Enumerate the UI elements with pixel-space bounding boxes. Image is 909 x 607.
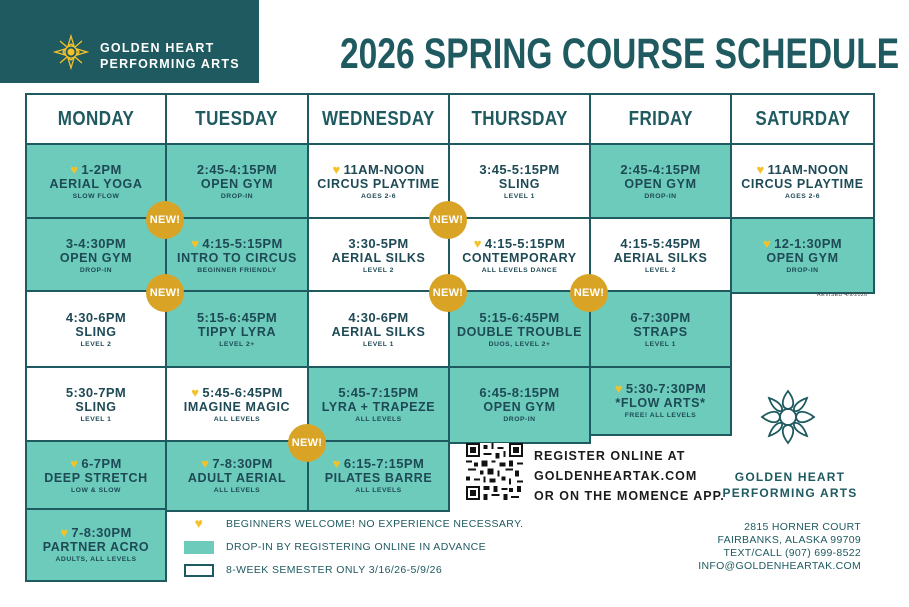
class-time-text: 7-8:30PM bbox=[71, 525, 132, 540]
class-name: SLING bbox=[75, 400, 117, 414]
class-name: CIRCUS PLAYTIME bbox=[741, 177, 864, 191]
class-note: LEVEL 2 bbox=[645, 266, 676, 274]
golden-heart-mandala-icon bbox=[53, 34, 89, 70]
class-note: ADULTS, ALL LEVELS bbox=[55, 556, 137, 563]
class-cell-saturday[interactable] bbox=[730, 217, 875, 294]
class-name: OPEN GYM bbox=[766, 250, 839, 265]
legend-white-swatch bbox=[184, 564, 214, 577]
brand-name bbox=[100, 40, 240, 72]
class-name: ADULT AERIAL bbox=[187, 471, 287, 485]
class-time-text: 5:15-6:45PM bbox=[479, 310, 560, 325]
revised-date: REVISED 4/9/2026 bbox=[817, 292, 868, 298]
class-time bbox=[615, 381, 706, 396]
class-time bbox=[70, 456, 121, 471]
class-note: BEGINNER FRIENDLY bbox=[197, 266, 277, 274]
class-name: DOUBLE TROUBLE bbox=[456, 325, 583, 339]
class-time-text: 4:30-6PM bbox=[348, 310, 409, 325]
address-line2: FAIRBANKS, ALASKA 99709 bbox=[717, 534, 861, 546]
class-note: DUOS, LEVEL 2+ bbox=[488, 341, 551, 348]
class-cell-saturday[interactable] bbox=[730, 143, 875, 221]
class-time bbox=[763, 236, 842, 251]
heart-icon: ♥ bbox=[332, 456, 341, 471]
heart-icon: ♥ bbox=[194, 515, 204, 531]
page-title: 2026 SPRING COURSE SCHEDULE bbox=[340, 30, 900, 78]
class-cell-friday[interactable] bbox=[589, 366, 732, 436]
class-cell-tuesday[interactable] bbox=[165, 440, 309, 512]
class-time bbox=[201, 456, 272, 471]
class-time bbox=[197, 310, 277, 325]
new-badge: NEW! bbox=[429, 201, 467, 239]
class-time-text: 5:15-6:45PM bbox=[196, 310, 278, 325]
heart-icon: ♥ bbox=[191, 235, 200, 251]
heart-icon: ♥ bbox=[70, 162, 79, 177]
new-badge: NEW! bbox=[146, 274, 184, 312]
day-label: MONDAY bbox=[57, 107, 135, 130]
class-name: CIRCUS PLAYTIME bbox=[317, 177, 440, 191]
class-cell-wednesday[interactable] bbox=[307, 366, 450, 444]
class-time-text: 5:30-7PM bbox=[65, 385, 127, 400]
class-note: LEVEL 1 bbox=[363, 341, 394, 348]
class-time bbox=[620, 236, 700, 251]
class-cell-thursday[interactable] bbox=[448, 143, 591, 221]
class-name: STRAPS bbox=[633, 325, 688, 339]
day-label: SATURDAY bbox=[754, 107, 851, 130]
class-time-text: 7-8:30PM bbox=[212, 456, 273, 471]
heart-icon: ♥ bbox=[201, 456, 210, 471]
class-time-text: 4:15-5:15PM bbox=[484, 235, 566, 251]
class-cell-wednesday[interactable] bbox=[307, 290, 450, 370]
class-time bbox=[66, 385, 126, 400]
class-cell-friday[interactable] bbox=[589, 217, 732, 294]
heart-icon: ♥ bbox=[614, 381, 623, 396]
class-note: LOW & SLOW bbox=[71, 487, 121, 494]
class-cell-thursday[interactable] bbox=[448, 366, 591, 444]
day-label: THURSDAY bbox=[471, 107, 568, 130]
class-time-text: 3-4:30PM bbox=[65, 235, 127, 251]
class-time bbox=[630, 310, 690, 325]
class-cell-thursday[interactable] bbox=[448, 290, 591, 370]
class-time-text: 12-1:30PM bbox=[774, 235, 843, 251]
new-badge: NEW! bbox=[146, 201, 184, 239]
day-label: TUESDAY bbox=[195, 107, 279, 130]
class-name: DEEP STRETCH bbox=[44, 471, 148, 485]
footer-name-line1: GOLDEN HEART bbox=[734, 470, 846, 484]
class-cell-friday[interactable] bbox=[589, 290, 732, 370]
brand-name-line1: GOLDEN HEART bbox=[100, 41, 215, 55]
heart-icon: ♥ bbox=[70, 456, 79, 471]
class-time bbox=[191, 385, 282, 400]
class-time-text: 4:15-5:15PM bbox=[202, 235, 283, 251]
heart-icon: ♥ bbox=[756, 162, 765, 177]
class-name: OPEN GYM bbox=[59, 250, 133, 265]
new-badge: NEW! bbox=[429, 274, 467, 312]
footer-name-line2: PERFORMING ARTS bbox=[722, 486, 858, 500]
class-name: AERIAL SILKS bbox=[331, 250, 426, 265]
class-time-text: 6:45-8:15PM bbox=[479, 385, 560, 400]
class-note: ALL LEVELS bbox=[213, 487, 261, 494]
class-time bbox=[479, 310, 559, 325]
day-header-saturday bbox=[730, 93, 875, 145]
heart-icon: ♥ bbox=[473, 235, 482, 251]
email[interactable]: INFO@GOLDENHEARTAK.COM bbox=[698, 560, 861, 572]
class-time bbox=[70, 162, 121, 177]
class-note: SLOW FLOW bbox=[72, 193, 120, 200]
class-time-text: 5:30-7:30PM bbox=[625, 381, 707, 396]
class-time bbox=[348, 236, 408, 251]
class-note: AGES 2-6 bbox=[361, 193, 396, 200]
class-note: DROP-IN bbox=[644, 193, 677, 200]
class-time bbox=[479, 385, 559, 400]
address-line1: 2815 HORNER COURT bbox=[744, 521, 861, 533]
class-cell-monday[interactable] bbox=[25, 440, 167, 512]
day-label: FRIDAY bbox=[628, 107, 693, 130]
class-note: FREE! ALL LEVELS bbox=[624, 412, 697, 419]
class-name: AERIAL SILKS bbox=[331, 325, 426, 339]
celtic-knot-icon bbox=[759, 388, 817, 446]
class-note: ALL LEVELS bbox=[355, 487, 402, 494]
class-name: LYRA + TRAPEZE bbox=[321, 400, 436, 414]
class-note: LEVEL 2 bbox=[80, 341, 112, 348]
class-time bbox=[332, 162, 424, 177]
class-time-text: 2:45-4:15PM bbox=[620, 162, 701, 177]
class-cell-tuesday[interactable] bbox=[165, 290, 309, 370]
class-time bbox=[756, 162, 848, 177]
register-url[interactable]: GOLDENHEARTAK.COM bbox=[534, 469, 698, 483]
register-line1: REGISTER ONLINE AT bbox=[534, 449, 686, 463]
class-time-text: 1-2PM bbox=[81, 162, 122, 177]
heart-icon: ♥ bbox=[60, 525, 69, 540]
class-cell-wednesday[interactable] bbox=[307, 143, 450, 221]
legend-teal-text: DROP-IN BY REGISTERING ONLINE IN ADVANCE bbox=[226, 541, 487, 553]
class-note: DROP-IN bbox=[786, 266, 819, 274]
class-time-text: 3:45-5:15PM bbox=[479, 162, 560, 177]
class-name: OPEN GYM bbox=[483, 400, 556, 414]
class-note: DROP-IN bbox=[220, 193, 254, 200]
class-note: ALL LEVELS DANCE bbox=[481, 266, 558, 274]
class-cell-tuesday[interactable] bbox=[165, 217, 309, 294]
legend-heart-text: BEGINNERS WELCOME! NO EXPERIENCE NECESSARY. bbox=[226, 518, 524, 530]
class-time bbox=[620, 162, 700, 177]
class-time bbox=[474, 236, 565, 251]
day-header-wednesday bbox=[307, 93, 450, 145]
class-name: AERIAL SILKS bbox=[613, 250, 708, 265]
class-name: OPEN GYM bbox=[624, 177, 697, 191]
legend-white-text: 8-WEEK SEMESTER ONLY 3/16/26-5/9/26 bbox=[226, 564, 443, 576]
contact-info bbox=[698, 521, 861, 573]
class-name: INTRO TO CIRCUS bbox=[177, 250, 297, 265]
class-time-text: 5:45-6:45PM bbox=[202, 385, 283, 400]
heart-icon: ♥ bbox=[191, 385, 200, 400]
class-name: IMAGINE MAGIC bbox=[183, 400, 291, 414]
class-time bbox=[338, 385, 418, 400]
class-name: PARTNER ACRO bbox=[42, 540, 150, 554]
class-time-text: 2:45-4:15PM bbox=[196, 162, 278, 177]
class-time bbox=[66, 310, 126, 325]
class-name: *FLOW ARTS* bbox=[615, 396, 706, 410]
heart-icon: ♥ bbox=[332, 162, 341, 177]
class-note: LEVEL 2+ bbox=[219, 341, 255, 348]
day-label: WEDNESDAY bbox=[322, 107, 435, 130]
class-note: LEVEL 1 bbox=[645, 341, 676, 348]
class-note: AGES 2-6 bbox=[785, 193, 820, 200]
class-note: LEVEL 1 bbox=[80, 416, 112, 423]
class-time-text: 3:30-5PM bbox=[348, 235, 409, 251]
class-note: DROP-IN bbox=[79, 266, 113, 274]
class-cell-wednesday[interactable] bbox=[307, 440, 450, 512]
day-header-thursday bbox=[448, 93, 591, 145]
class-time-text: 11AM-NOON bbox=[343, 162, 425, 177]
class-cell-monday[interactable] bbox=[25, 508, 167, 582]
class-time bbox=[197, 162, 277, 177]
class-time bbox=[66, 236, 126, 251]
class-time bbox=[333, 456, 424, 471]
new-badge: NEW! bbox=[288, 424, 326, 462]
class-note: ALL LEVELS bbox=[355, 416, 402, 423]
class-cell-tuesday[interactable] bbox=[165, 143, 309, 221]
class-cell-monday[interactable] bbox=[25, 366, 167, 444]
class-cell-tuesday[interactable] bbox=[165, 366, 309, 444]
day-header-monday bbox=[25, 93, 167, 145]
class-time bbox=[348, 310, 408, 325]
class-time-text: 4:30-6PM bbox=[65, 310, 127, 325]
class-name: OPEN GYM bbox=[200, 177, 274, 191]
class-name: SLING bbox=[498, 177, 541, 191]
day-header-friday bbox=[589, 93, 732, 145]
heart-icon: ♥ bbox=[762, 235, 772, 251]
footer-brand-name bbox=[720, 469, 860, 501]
class-cell-monday[interactable] bbox=[25, 143, 167, 221]
new-badge: NEW! bbox=[570, 274, 608, 312]
class-cell-wednesday[interactable] bbox=[307, 217, 450, 294]
register-line3: OR ON THE MOMENCE APP. bbox=[534, 489, 725, 503]
qr-code[interactable] bbox=[466, 443, 523, 500]
legend-teal-swatch bbox=[184, 541, 214, 554]
register-info bbox=[534, 446, 725, 506]
brand-name-line2: PERFORMING ARTS bbox=[100, 57, 240, 71]
phone[interactable]: TEXT/CALL (907) 699-8522 bbox=[723, 547, 861, 559]
class-name: AERIAL YOGA bbox=[49, 177, 143, 191]
class-time-text: 11AM-NOON bbox=[767, 162, 849, 177]
class-time-text: 6:15-7:15PM bbox=[343, 456, 425, 471]
class-note: LEVEL 2 bbox=[363, 266, 394, 274]
class-cell-monday[interactable] bbox=[25, 290, 167, 370]
class-name: CONTEMPORARY bbox=[462, 250, 577, 265]
class-name: PILATES BARRE bbox=[324, 471, 433, 485]
class-time-text: 6-7PM bbox=[81, 456, 122, 471]
brand-header bbox=[0, 0, 259, 83]
class-name: TIPPY LYRA bbox=[197, 325, 277, 339]
class-time-text: 5:45-7:15PM bbox=[338, 385, 419, 400]
class-note: ALL LEVELS bbox=[213, 416, 261, 423]
class-time bbox=[479, 162, 559, 177]
class-time bbox=[191, 236, 282, 251]
class-note: LEVEL 1 bbox=[504, 193, 535, 200]
class-note: DROP-IN bbox=[503, 416, 536, 423]
class-cell-friday[interactable] bbox=[589, 143, 732, 221]
class-time-text: 4:15-5:45PM bbox=[620, 235, 701, 251]
class-time-text: 6-7:30PM bbox=[630, 310, 691, 325]
class-cell-monday[interactable] bbox=[25, 217, 167, 294]
class-name: SLING bbox=[75, 325, 117, 339]
day-header-tuesday bbox=[165, 93, 309, 145]
class-cell-thursday[interactable] bbox=[448, 217, 591, 294]
class-time bbox=[60, 525, 131, 540]
